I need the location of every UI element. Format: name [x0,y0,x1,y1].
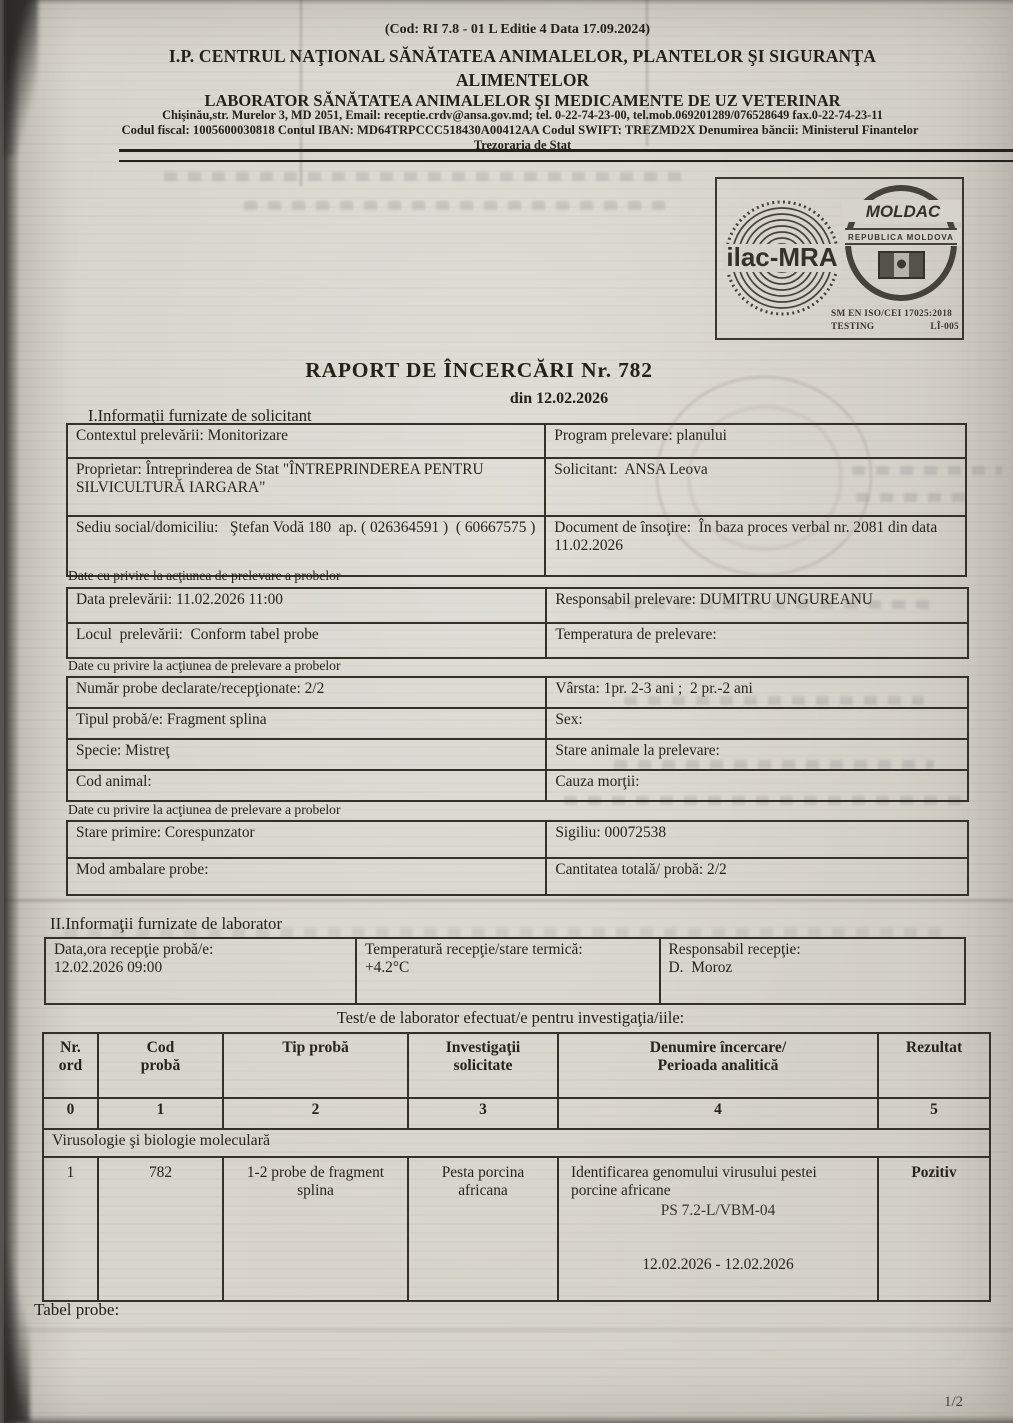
cell-rezultat [878,1157,990,1301]
tabel-probe-label: Tabel probe: [34,1300,120,1319]
table-row [45,938,965,1004]
colnum: 0 [43,1098,98,1129]
cell-tip: 1-2 probe de fragment splina [223,1157,408,1301]
cell-responsabil: Responsabil prelevare: DUMITRU UNGUREANU [546,588,968,623]
table-row [67,516,966,576]
cell-data-prelevarii: Data prelevării: 11.02.2026 11:00 [67,588,546,623]
header-nr-ord: Nr. ord [43,1033,98,1098]
cell-varsta: Vârsta: 1pr. 2-3 ani ; 2 pr.-2 ani [546,677,968,708]
test-period: 12.02.2026 - 12.02.2026 [642,1256,794,1273]
sampling-label: Date cu privire la acţiunea de prelevare a probelor [68,658,341,673]
cell-solicitant: Solicitant: ANSA Leova [545,458,966,516]
table-row [67,821,968,858]
cell-tipul-proba: Tipul probă/e: Fragment splina [67,708,546,739]
cell-program: Program prelevare: planului [545,424,966,458]
org-name-line1: I.P. CENTRUL NAŢIONAL SĂNĂTATEA ANIMALELOR, PLANTELOR ŞI SIGURANŢA [168,46,877,66]
header-divider [119,149,1013,162]
accreditation-text [831,309,959,332]
cell-sediu: Sediu social/domiciliu: Ştefan Vodă 180 ap. ( 026364591 ) ( 60667575 ) [67,516,545,576]
accreditation-box [715,177,964,340]
fiscal-line: Codul fiscal: 1005600030818 Contul IBAN: MD64TRPCCC518430A00412AA Codul SWIFT: TREZMD2X Denumirea băncii: Ministerul Finantelor [121,123,919,137]
testing-label: TESTING [831,322,875,332]
cell-denumire [558,1157,878,1301]
sampling-label: Date cu privire la acţiunea de prelevare a probelor [68,568,341,583]
cell-temperatura-receptie: Temperatură recepţie/stare termică: +4.2°C [356,938,660,1004]
results-data-row [43,1157,990,1301]
tests-intro: Test/e de laborator efectuat/e pentru investigaţia/iile: [336,1008,685,1027]
moldac-label: MOLDAC [865,202,941,221]
cell-cauza-mortii: Cauza morţii: [546,770,968,801]
colnum: 1 [98,1098,223,1129]
result-value: Pozitiv [911,1164,957,1181]
cell-nr: 1 [43,1157,98,1301]
org-name-line2: ALIMENTELOR [455,70,590,90]
cell-locul: Locul prelevării: Conform tabel probe [67,623,546,658]
ilac-mra-label: ilac-MRA [726,242,838,272]
page-number: 1/2 [944,1394,964,1410]
table-row [67,424,966,458]
moldac-logo [831,184,961,334]
cell-specie: Specie: Mistreţ [67,739,546,770]
table-row [67,770,968,801]
flag-icon [879,252,924,278]
laborator-table [44,937,966,1005]
colnum: 5 [878,1098,990,1129]
table-row [67,458,966,516]
test-method: PS 7.2-L/VBM-04 [660,1202,776,1219]
table-row [67,677,968,708]
section2-heading: II.Informaţii furnizate de laborator [50,914,283,933]
cell-sex: Sex: [546,708,968,739]
sampling-table-1 [66,587,969,659]
cell-cod-animal: Cod animal: [67,770,546,801]
sampling-table-3 [66,820,969,896]
report-title: RAPORT DE ÎNCERCĂRI Nr. 782 [305,358,653,382]
results-colnum-row [43,1098,990,1129]
moldac-sub-label: REPUBLICA MOLDOVA [848,233,954,242]
results-table [42,1032,991,1302]
cell-stare-animale: Stare animale la prelevare: [546,739,968,770]
sampling-table-2 [66,676,969,802]
category-label: Virusologie şi biologie moleculară [43,1129,990,1157]
doc-code-line: (Cod: RI 7.8 - 01 L Editie 4 Data 17.09.2024) [384,22,651,37]
table-row [67,739,968,770]
cell-context: Contextul prelevării: Monitorizare [67,424,545,458]
sampling-label: Date cu privire la acţiunea de prelevare a probelor [68,802,341,817]
moldac-emblem-icon [841,184,961,302]
cell-mod-ambalare: Mod ambalare probe: [67,858,546,895]
cell-stare-primire: Stare primire: Corespunzator [67,821,546,858]
cell-responsabil-receptie: Responsabil recepţie: D. Moroz [660,938,965,1004]
lab-name: LABORATOR SĂNĂTATEA ANIMALELOR ŞI MEDICAMENTE DE UZ VETERINAR [204,91,841,110]
header-tip-proba: Tip probă [223,1033,408,1098]
results-category-row [43,1129,990,1157]
cell-temperatura: Temperatura de prelevare: [546,623,968,658]
cell-sigiliu: Sigiliu: 00072538 [546,821,968,858]
header-cod-proba: Cod probă [98,1033,223,1098]
table-row [67,588,968,623]
table-row [67,623,968,658]
cell-numar-probe: Număr probe declarate/recepţionate: 2/2 [67,677,546,708]
header-denumire: Denumire încercare/ Perioada analitică [558,1033,878,1098]
cert-code: LÎ-005 [930,322,959,332]
ilac-mra-logo [723,184,841,334]
document [4,0,1013,1423]
table-row [67,858,968,895]
cell-proprietar: Proprietar: Întreprinderea de Stat "ÎNTREPRINDEREA PENTRU SILVICULTURĂ IARGARA" [67,458,545,516]
test-name: Identificarea genomului virusului pestei porcine africane [571,1164,821,1199]
cell-cantitate: Cantitatea totală/ probă: 2/2 [546,858,968,895]
table-row [67,708,968,739]
header-rezultat: Rezultat [878,1033,990,1098]
report-date: din 12.02.2026 [509,390,609,407]
ilac-mra-seal-icon [723,184,841,332]
treasury-line: Trezoraria de Stat [473,138,572,152]
scanned-paper [4,0,1013,1423]
colnum: 4 [558,1098,878,1129]
address-line: Chişinău,str. Murelor 3, MD 2051, Email: receptie.crdv@ansa.gov.md; tel. 0-22-74-23-00, tel.mob.069201289/076528649 fax.0-22-74-23-11 [162,108,883,122]
cell-investigatie: Pesta porcina africana [408,1157,558,1301]
cell-data-receptie: Data,ora recepţie probă/e: 12.02.2026 09:00 [45,938,356,1004]
results-header-row [43,1033,990,1098]
cell-cod: 782 [98,1157,223,1301]
standard-line: SM EN ISO/CEI 17025:2018 [831,309,953,319]
solicitant-table [66,423,967,577]
cell-document: Document de însoţire: În baza proces verbal nr. 2081 din data 11.02.2026 [545,516,966,576]
colnum: 2 [223,1098,408,1129]
colnum: 3 [408,1098,558,1129]
section1-heading: I.Informaţii furnizate de solicitant [88,406,312,425]
header-investigatii: Investigaţii solicitate [408,1033,558,1098]
